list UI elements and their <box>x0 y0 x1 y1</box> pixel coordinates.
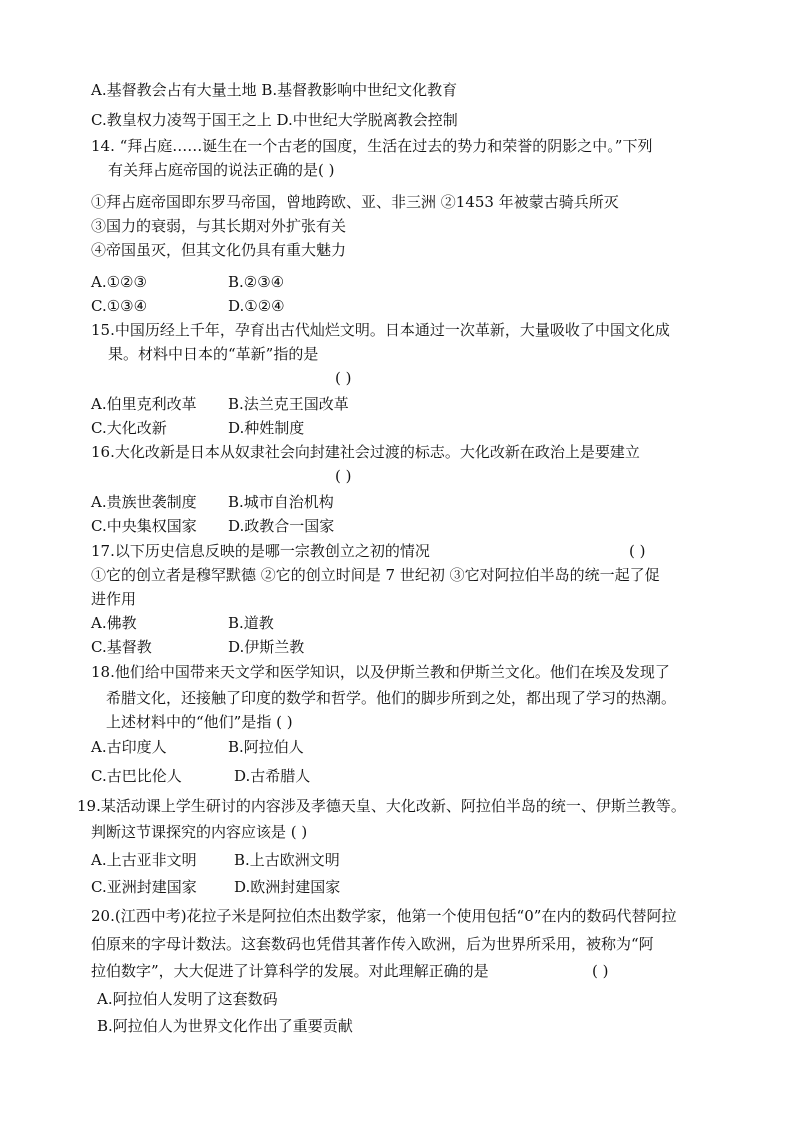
q17-option-a: A.佛教 <box>91 614 137 632</box>
q17-stem-line1: 17.以下历史信息反映的是哪一宗教创立之初的情况 <box>91 542 430 560</box>
q14-stem-line2: 有关拜占庭帝国的说法正确的是( ) <box>108 161 335 179</box>
q13-options-ab: A.基督教会占有大量土地 B.基督教影响中世纪文化教育 <box>91 81 458 99</box>
q15-stem-line1: 15.中国历经上千年，孕育出古代灿烂文明。日本通过一次革新，大量吸收了中国文化成 <box>91 321 670 339</box>
q19-option-c: C.亚洲封建国家 <box>91 878 197 896</box>
q20-stem-line1: 20.(江西中考)花拉子米是阿拉伯杰出数学家，他第一个使用包括“0”在内的数码代替阿拉 <box>91 907 677 925</box>
q16-option-b: B.城市自治机构 <box>228 493 334 511</box>
q19-option-d: D.欧洲封建国家 <box>234 878 341 896</box>
q14-statement-2: ③国力的衰弱，与其长期对外扩张有关 <box>91 217 347 235</box>
q17-statement-line1: ①它的创立者是穆罕默德 ②它的创立时间是 7 世纪初 ③它对阿拉伯半岛的统一起了促 <box>91 566 660 584</box>
q14-option-a: A.①②③ <box>91 273 147 291</box>
q20-option-a: A.阿拉伯人发明了这套数码 <box>97 990 278 1008</box>
q19-option-b: B.上古欧洲文明 <box>234 851 340 869</box>
q16-answer-paren: ( ) <box>335 467 352 485</box>
q16-option-d: D.政教合一国家 <box>228 517 335 535</box>
q17-option-b: B.道教 <box>228 614 274 632</box>
q20-stem-line2: 伯原来的字母计数法。这套数码也凭借其著作传入欧洲，后为世界所采用，被称为“阿 <box>91 935 654 953</box>
q18-stem-line1: 18.他们给中国带来天文学和医学知识，以及伊斯兰教和伊斯兰文化。他们在埃及发现了 <box>91 663 670 681</box>
q14-option-d: D.①②④ <box>228 297 285 315</box>
q17-option-c: C.基督教 <box>91 638 152 656</box>
q18-option-b: B.阿拉伯人 <box>228 738 304 756</box>
q15-option-b: B.法兰克王国改革 <box>228 395 349 413</box>
q14-option-c: C.①③④ <box>91 297 148 315</box>
q17-option-d: D.伊斯兰教 <box>228 638 305 656</box>
q14-statement-1: ①拜占庭帝国即东罗马帝国，曾地跨欧、亚、非三洲 ②1453 年被蒙古骑兵所灭 <box>91 193 619 211</box>
q15-answer-paren: ( ) <box>335 369 352 387</box>
q16-option-a: A.贵族世袭制度 <box>91 493 197 511</box>
q17-answer-paren: ( ) <box>629 542 646 560</box>
q19-stem-line2: 判断这节课探究的内容应该是 ( ) <box>91 823 308 841</box>
q18-option-a: A.古印度人 <box>91 738 167 756</box>
q20-option-b: B.阿拉伯人为世界文化作出了重要贡献 <box>97 1017 353 1035</box>
q14-statement-3: ④帝国虽灭，但其文化仍具有重大魅力 <box>91 241 347 259</box>
q16-stem-line1: 16.大化改新是日本从奴隶社会向封建社会过渡的标志。大化改新在政治上是要建立 <box>91 443 640 461</box>
q20-stem-line3: 拉伯数字”，大大促进了计算科学的发展。对此理解正确的是 <box>91 962 489 980</box>
q19-stem-line1: 19.某活动课上学生研讨的内容涉及孝德天皇、大化改新、阿拉伯半岛的统一、伊斯兰教等。 <box>77 797 686 815</box>
q18-option-d: D.古希腊人 <box>234 767 311 785</box>
q18-stem-line3: 上述材料中的“他们”是指 ( ) <box>106 713 293 731</box>
q19-option-a: A.上古亚非文明 <box>91 851 197 869</box>
q18-option-c: C.古巴比伦人 <box>91 767 182 785</box>
q16-option-c: C.中央集权国家 <box>91 517 197 535</box>
q20-answer-paren: ( ) <box>592 962 609 980</box>
q17-statement-line2: 进作用 <box>91 590 137 608</box>
q15-option-d: D.种姓制度 <box>228 419 305 437</box>
q14-stem-line1: 14. “拜占庭……诞生在一个古老的国度，生活在过去的势力和荣誉的阴影之中。”下列 <box>91 137 653 155</box>
q18-stem-line2: 希腊文化，还接触了印度的数学和哲学。他们的脚步所到之处，都出现了学习的热潮。 <box>106 689 677 707</box>
q14-option-b: B.②③④ <box>228 273 285 291</box>
q13-options-cd: C.教皇权力凌驾于国王之上 D.中世纪大学脱离教会控制 <box>91 111 458 129</box>
q15-option-a: A.伯里克利改革 <box>91 395 197 413</box>
q15-option-c: C.大化改新 <box>91 419 167 437</box>
q15-stem-line2: 果。材料中日本的“革新”指的是 <box>108 345 319 363</box>
